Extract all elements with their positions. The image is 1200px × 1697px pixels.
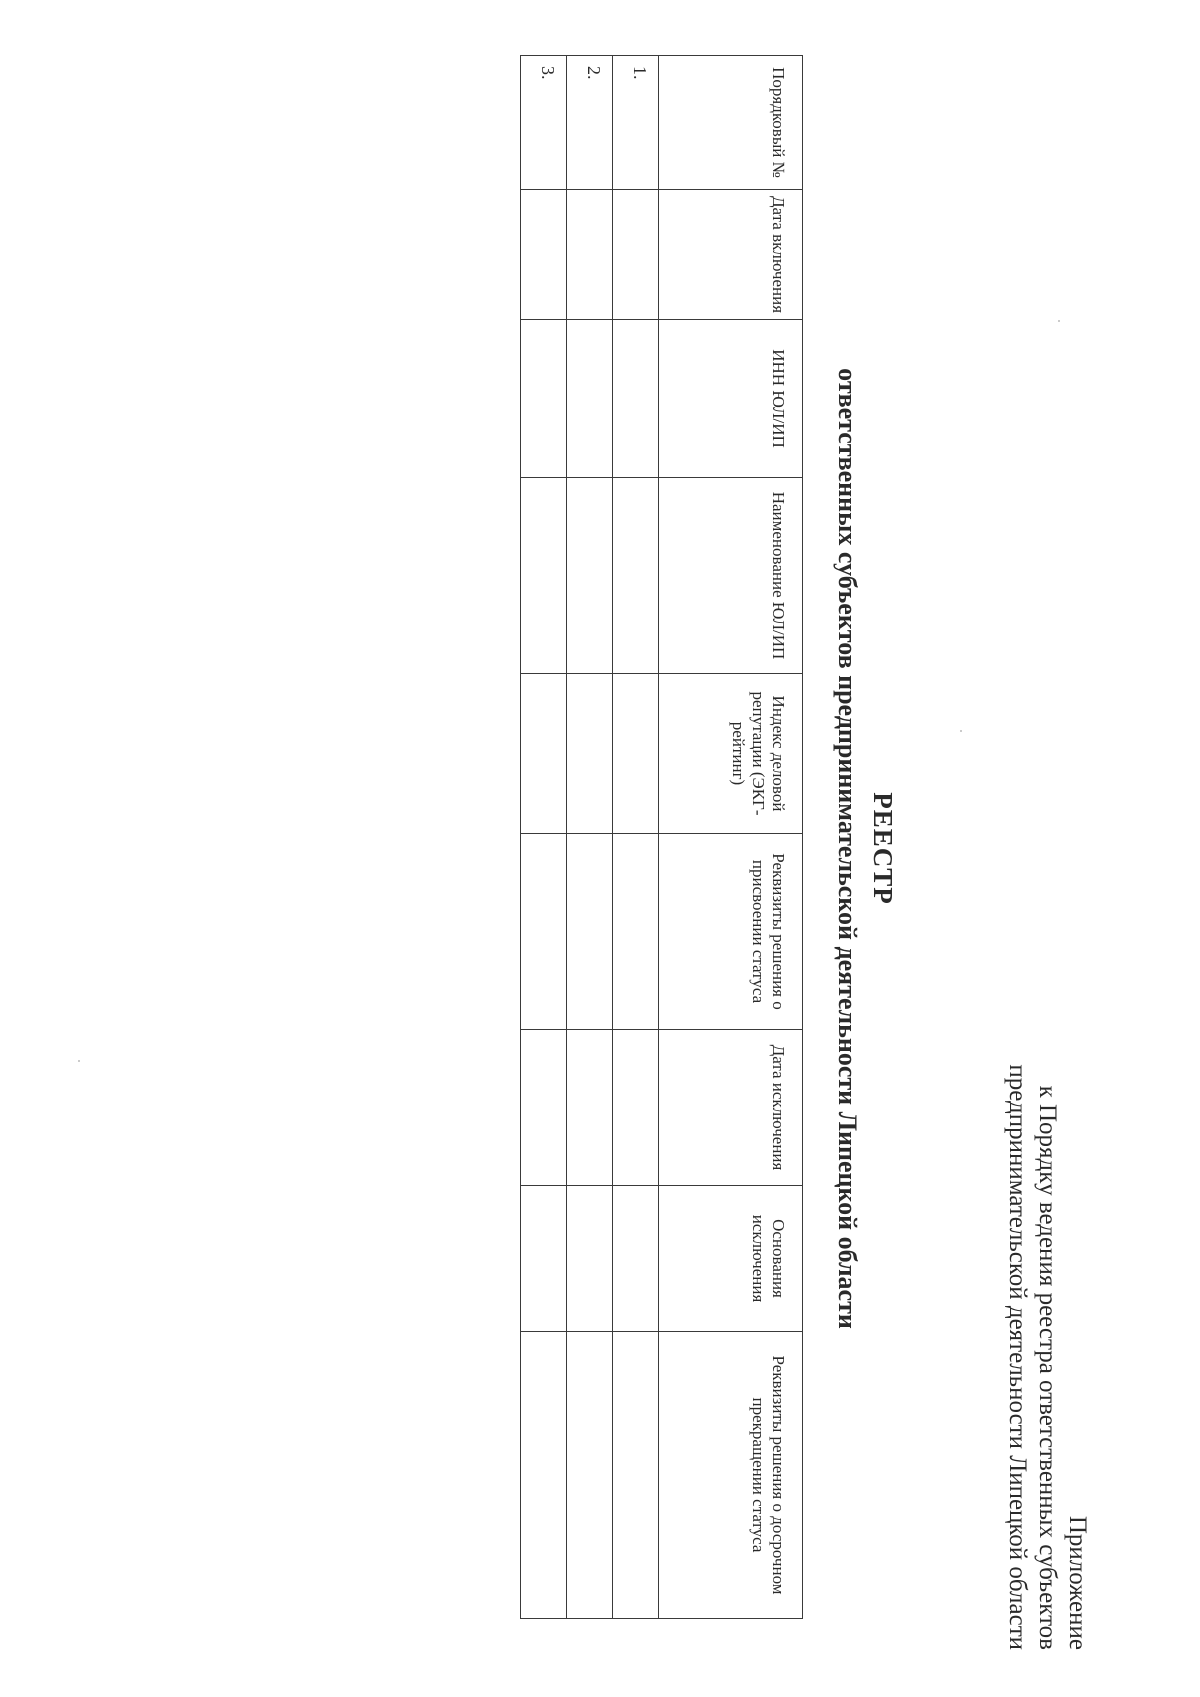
registry-table (520, 55, 803, 1619)
appendix-block (1002, 1010, 1092, 1650)
appendix-line: Приложение (1064, 1515, 1091, 1650)
cell (521, 1186, 567, 1332)
table-header-row (659, 56, 803, 1619)
cell (567, 834, 613, 1030)
cell (613, 190, 659, 320)
cell (613, 478, 659, 674)
cell (567, 1030, 613, 1186)
cell (613, 320, 659, 478)
table-row (567, 56, 613, 1619)
cell (567, 1332, 613, 1619)
cell (521, 320, 567, 478)
cell (567, 190, 613, 320)
cell-serial-number: 3. (521, 56, 567, 190)
scan-speck (78, 1060, 80, 1062)
cell (613, 834, 659, 1030)
header-status-decision: Реквизиты решения о присвоении статуса (659, 834, 803, 1030)
cell (521, 1030, 567, 1186)
document-title: РЕЕСТР (868, 792, 898, 905)
scan-speck (960, 730, 962, 732)
cell (567, 478, 613, 674)
header-entity-name: Наименование ЮЛ/ИП (659, 478, 803, 674)
header-early-termination: Реквизиты решения о досрочном прекращении статуса (659, 1332, 803, 1619)
header-serial-number: Порядковый № (659, 56, 803, 190)
table-row (613, 56, 659, 1619)
cell (613, 1186, 659, 1332)
header-inclusion-date: Дата включения (659, 190, 803, 320)
cell (567, 1186, 613, 1332)
cell-serial-number: 1. (613, 56, 659, 190)
cell (613, 1030, 659, 1186)
cell (521, 674, 567, 834)
appendix-line: к Порядку ведения реестра ответственных субъектов (1034, 1085, 1061, 1650)
cell (521, 478, 567, 674)
cell (521, 190, 567, 320)
header-reputation-index: Индекс деловой репутации (ЭКГ-рейтинг) (659, 674, 803, 834)
header-exclusion-grounds: Основания исключения (659, 1186, 803, 1332)
cell-serial-number: 2. (567, 56, 613, 190)
document-subtitle: ответственных субъектов предпринимательской деятельности Липецкой области (833, 368, 862, 1329)
cell (613, 674, 659, 834)
appendix-line: предпринимательской деятельности Липецкой области (1004, 1064, 1031, 1650)
header-exclusion-date: Дата исключения (659, 1030, 803, 1186)
cell (567, 674, 613, 834)
cell (521, 834, 567, 1030)
header-inn: ИНН ЮЛ/ИП (659, 320, 803, 478)
table-row (521, 56, 567, 1619)
scan-speck (1058, 320, 1060, 322)
cell (521, 1332, 567, 1619)
cell (613, 1332, 659, 1619)
cell (567, 320, 613, 478)
